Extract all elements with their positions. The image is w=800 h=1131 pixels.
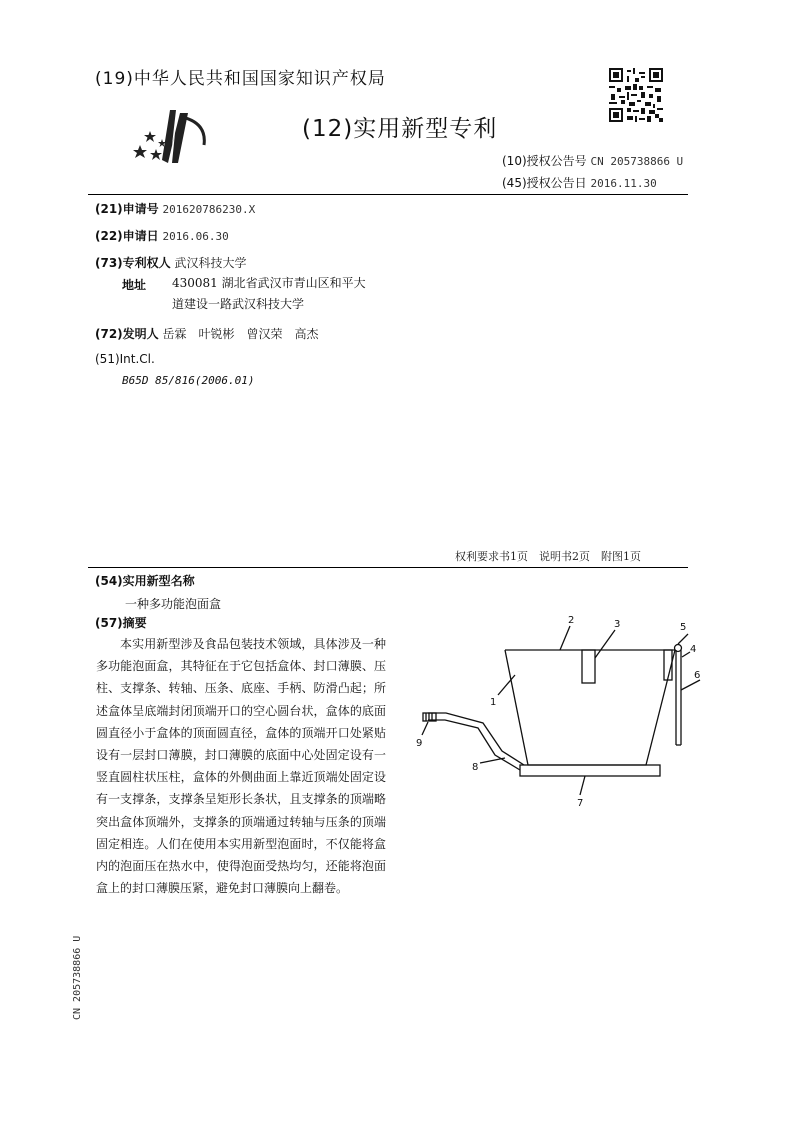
publication-date-label: (45)授权公告日 <box>502 176 587 190</box>
patent-owner-label: (73)专利权人 <box>95 256 171 270</box>
press-column <box>582 650 595 683</box>
inventors-value: 岳霖 叶锐彬 曾汉荣 高杰 <box>162 327 319 341</box>
application-number <box>95 200 255 217</box>
drawing-label-3: 3 <box>614 619 621 630</box>
publication-date <box>502 174 657 191</box>
application-number-value: 201620786230.X <box>162 203 256 216</box>
drawing-label-9: 9 <box>416 738 423 749</box>
drawing-label-6: 6 <box>694 670 701 681</box>
patent-owner <box>95 254 247 271</box>
abstract-drawing <box>410 610 710 815</box>
publication-date-value: 2016.11.30 <box>590 177 657 190</box>
cnipa-logo-icon <box>132 105 217 170</box>
drawing-label-2: 2 <box>568 615 575 626</box>
box-body-outline <box>505 650 675 765</box>
base <box>520 765 660 776</box>
application-date-value: 2016.06.30 <box>162 230 229 243</box>
address-label: 地址 <box>122 278 147 292</box>
abstract-label: (57)摘要 <box>95 616 147 630</box>
drawing-label-4: 4 <box>690 644 697 655</box>
application-number-label: (21)申请号 <box>95 202 159 216</box>
drawing-label-7: 7 <box>577 798 584 809</box>
address-line-2: 道建设一路武汉科技大学 <box>172 297 305 311</box>
page-counts: 权利要求书1页 说明书2页 附图1页 <box>455 550 641 563</box>
int-cl-label: (51)Int.Cl. <box>95 352 155 366</box>
drawing-label-1: 1 <box>490 697 497 708</box>
publication-number <box>502 152 683 169</box>
inventors-label: (72)发明人 <box>95 327 159 341</box>
drawing-label-5: 5 <box>680 622 687 633</box>
section-divider <box>88 567 688 568</box>
abstract-text: 本实用新型涉及食品包装技术领域，具体涉及一种多功能泡面盒，其特征在于它包括盒体、封口薄膜、压柱、支撑条、转轴、压条、底座、手柄、防滑凸起；所述盒体呈底端封闭顶端开口的空心圆台状，盒体的底面圆直径小于盒体的顶面圆直径，盒体的顶端开口处紧贴设有一层封口薄膜，封口薄膜的底面中心处固定设有一竖直圆柱状压柱，盒体的外侧曲面上靠近顶端处固定设有一支撑条，支撑条呈矩形长条状，且支撑条的顶端略突出盒体顶端外，支撑条的顶端通过转轴与压条的顶端固定相连。人们在使用本实用新型泡面时，不仅能将盒内的泡面压在热水中，使得泡面受热均匀，还能将泡面盒上的封口薄膜压紧，避免封口薄膜向上翻卷。 <box>96 637 386 896</box>
office-name: (19)中华人民共和国国家知识产权局 <box>95 69 386 89</box>
patent-owner-value: 武汉科技大学 <box>174 256 247 270</box>
publication-number-label: (10)授权公告号 <box>502 154 587 168</box>
utility-model-name: 一种多功能泡面盒 <box>125 597 222 611</box>
document-type-title: (12)实用新型专利 <box>302 116 498 142</box>
utility-model-name-label: (54)实用新型名称 <box>95 574 195 588</box>
publication-number-value: CN 205738866 U <box>590 155 684 168</box>
qr-code-icon <box>609 68 663 122</box>
application-date <box>95 227 229 244</box>
inventors <box>95 325 319 342</box>
address-value <box>172 273 402 315</box>
int-cl-value: B65D 85/816(2006.01) <box>122 374 255 387</box>
header-divider <box>88 194 688 195</box>
drawing-label-8: 8 <box>472 762 479 773</box>
application-date-label: (22)申请日 <box>95 229 159 243</box>
side-publication-number: CN 205738866 U <box>72 935 83 1020</box>
address-line-1: 430081 湖北省武汉市青山区和平大 <box>172 276 366 290</box>
